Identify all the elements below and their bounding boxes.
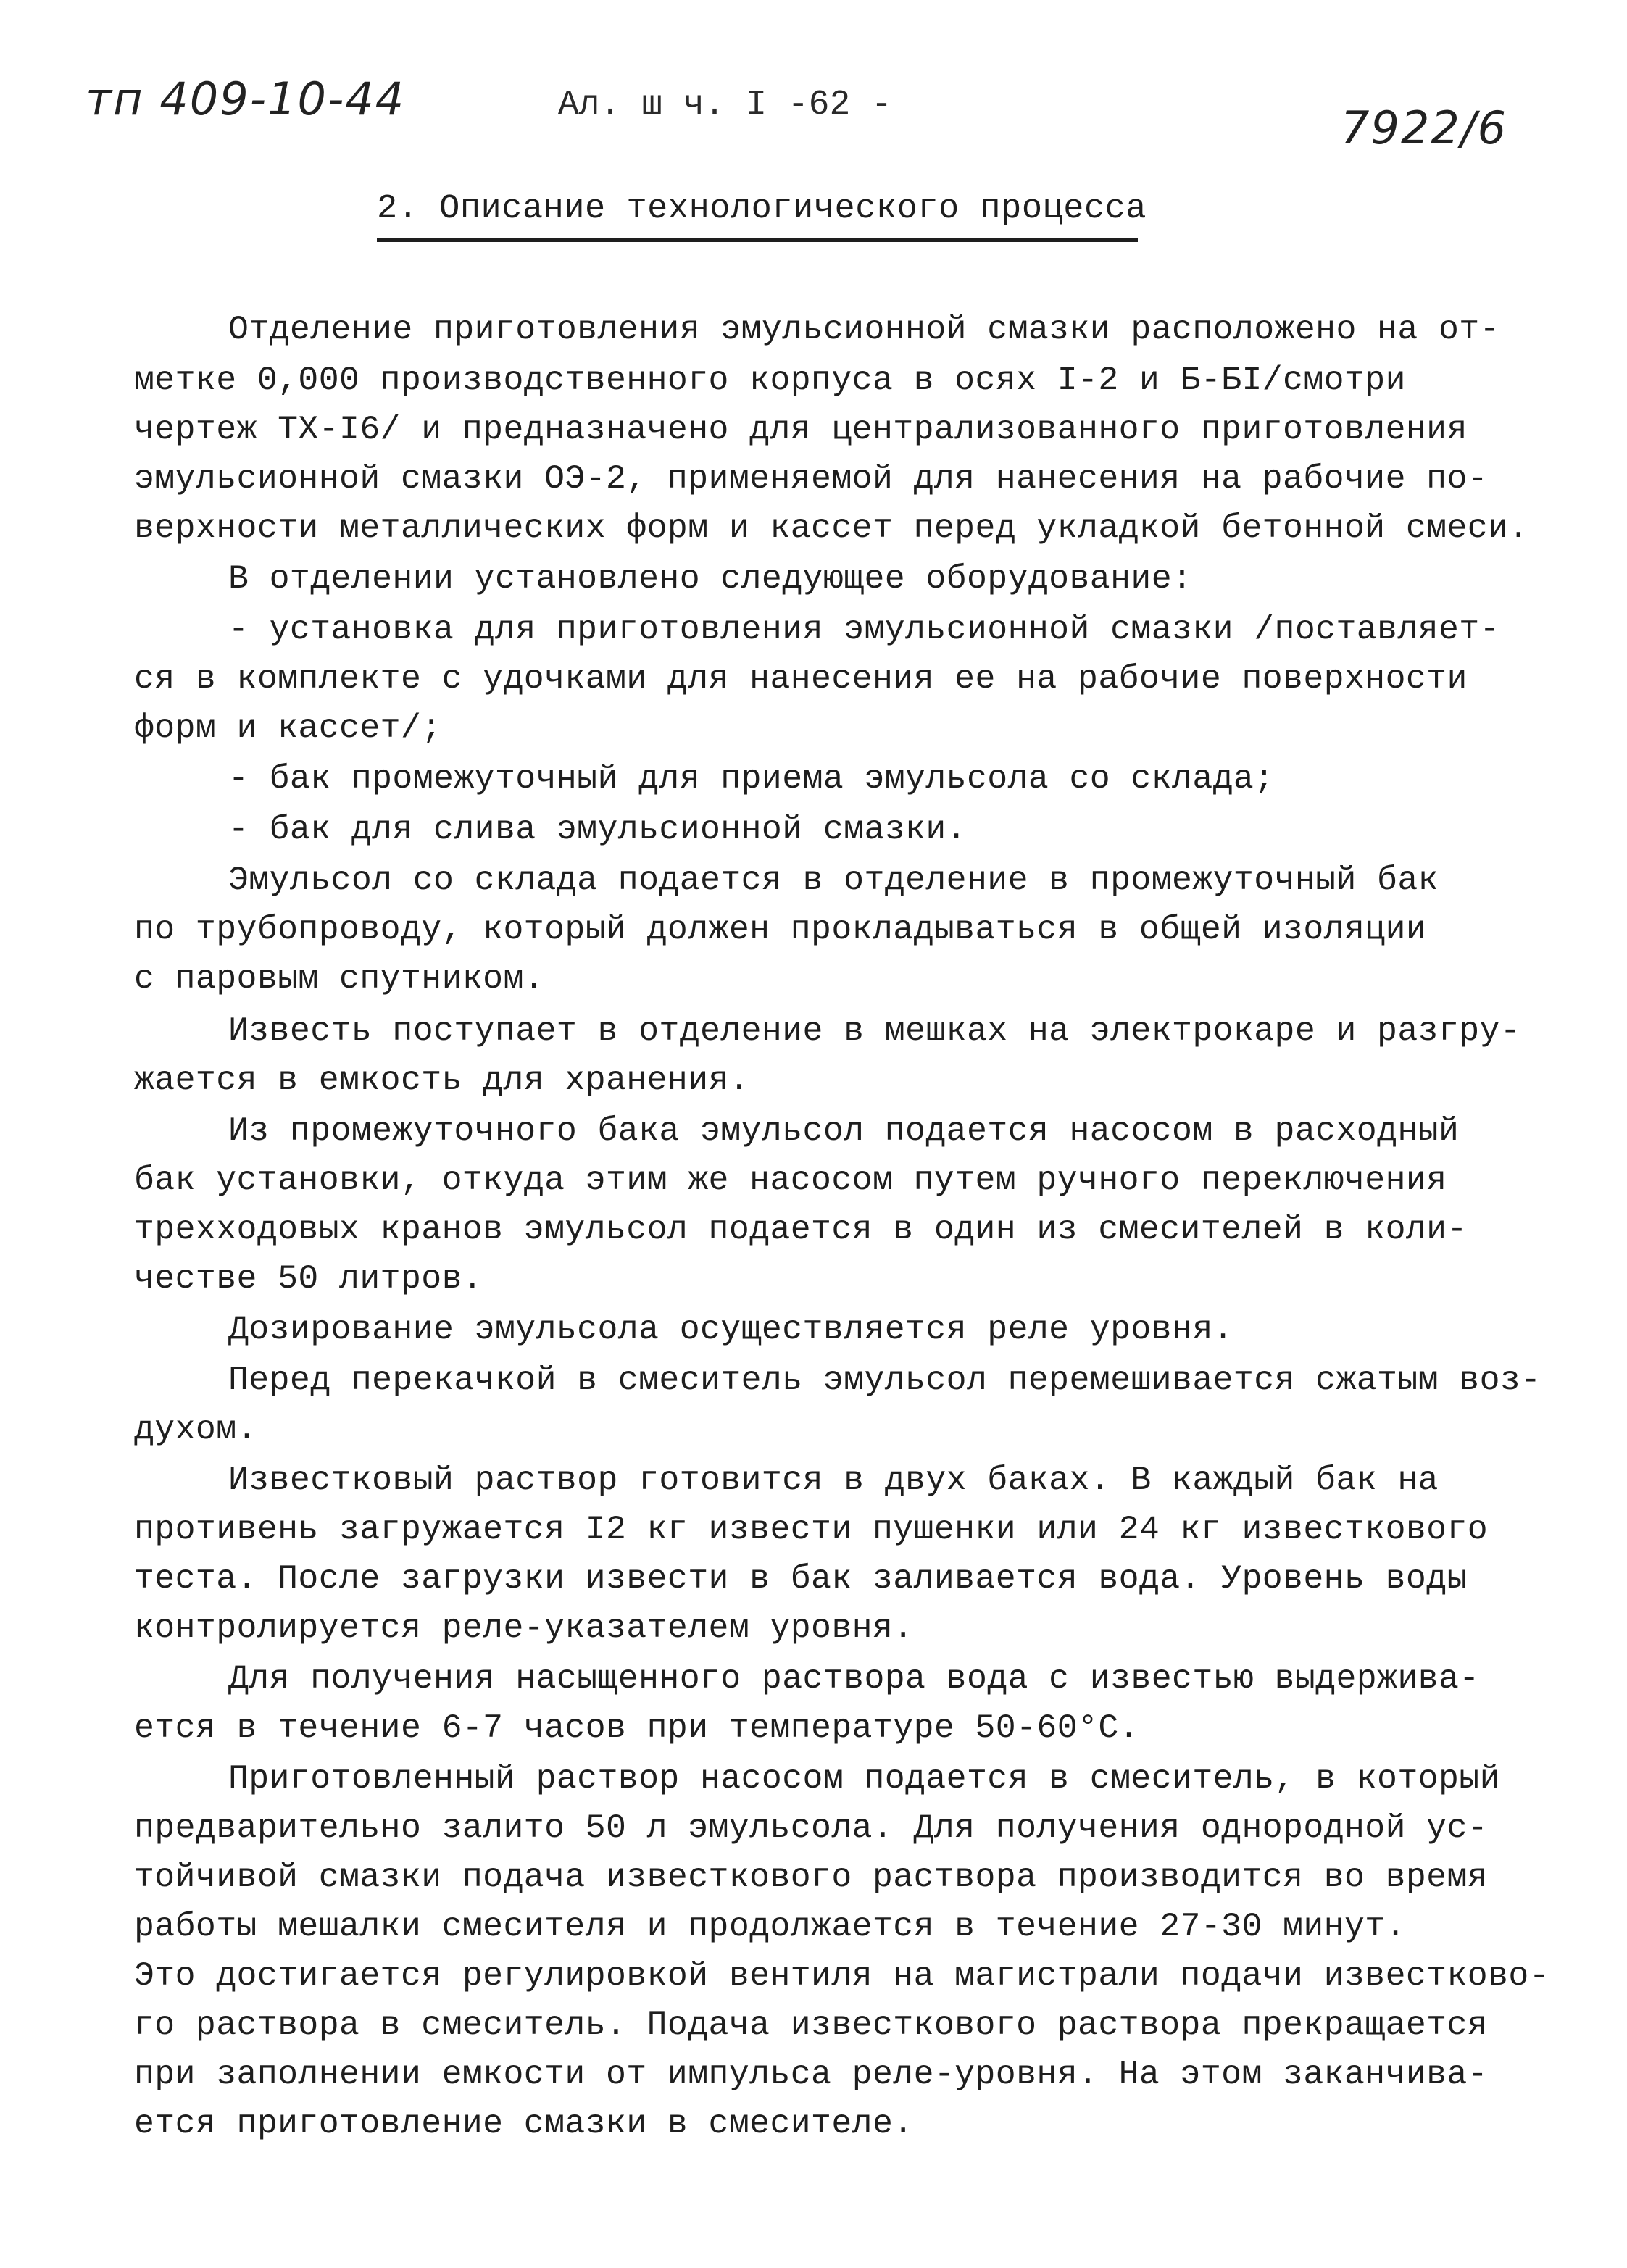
document-code: тп 409-10-44 — [86, 72, 406, 125]
text-line: - бак для слива эмульсионной смазки. — [228, 810, 967, 849]
text-line: Для получения насыщенного раствора вода с известью выдерживa- — [228, 1659, 1480, 1698]
text-line: ется приготовление смазки в смесителе. — [134, 2104, 914, 2143]
text-line: Известь поступает в отделение в мешках на электрокаре и разгру- — [228, 1012, 1521, 1050]
text-line: Перед перекачкой в смеситель эмульсол перемешивается сжатым воз- — [228, 1361, 1541, 1399]
text-line: Дозирование эмульсола осуществляется реле уровня. — [228, 1310, 1233, 1348]
text-line: Приготовленный раствор насосом подается в смеситель, в который — [228, 1759, 1500, 1798]
album-reference: Ал. ш ч. I -62 - — [558, 86, 892, 125]
text-line: предварительно залито 50 л эмульсола. Для получения однородной ус- — [134, 1809, 1489, 1847]
text-line: метке 0,000 производственного корпуса в осях I-2 и Б-БI/смотри — [134, 361, 1406, 399]
text-line: духом. — [134, 1410, 257, 1448]
text-line: жается в емкость для хранения. — [134, 1061, 750, 1099]
text-line: верхности металлических форм и кассет перед укладкой бетонной смеси. — [134, 509, 1529, 547]
text-line: Отделение приготовления эмульсионной смазки расположено на от- — [228, 310, 1500, 349]
text-line: - установка для приготовления эмульсионной смазки /поставляет- — [228, 610, 1500, 649]
text-line: контролируется реле-указателем уровня. — [134, 1609, 914, 1647]
text-line: при заполнении емкости от импульса реле-уровня. На этом заканчива- — [134, 2055, 1489, 2093]
text-line: бак установки, откуда этим же насосом путем ручного переключения — [134, 1161, 1447, 1199]
text-line: Известковый раствор готовится в двух баках. В каждый бак на — [228, 1461, 1439, 1499]
text-line: противень загружается I2 кг извести пушенки или 24 кг известкового — [134, 1510, 1489, 1548]
text-line: тойчивой смазки подача известкового раствора производится во время — [134, 1858, 1489, 1896]
text-line: теста. После загрузки извести в бак заливается вода. Уровень воды — [134, 1559, 1468, 1598]
text-line: форм и кассет/; — [134, 709, 442, 747]
text-line: с паровым спутником. — [134, 959, 545, 998]
text-line: Эмульсол со склада подается в отделение в промежуточный бак — [228, 861, 1439, 899]
text-line: Из промежуточного бака эмульсол подается насосом в расходный — [228, 1112, 1460, 1150]
sheet-number: 7922/6 — [1341, 101, 1508, 154]
text-line: трехходовых кранов эмульсол подается в один из смесителей в коли- — [134, 1210, 1468, 1248]
text-line: эмульсионной смазки ОЭ-2, применяемой для нанесения на рабочие по- — [134, 459, 1489, 498]
text-line: го раствора в смеситель. Подача известкового раствора прекращается — [134, 2006, 1489, 2044]
text-line: - бак промежуточный для приема эмульсола со склада; — [228, 759, 1275, 798]
text-line: по трубопроводу, который должен прокладываться в общей изоляции — [134, 910, 1427, 949]
text-line: ся в комплекте с удочками для нанесения ее на рабочие поверхности — [134, 659, 1468, 698]
text-line: честве 50 литров. — [134, 1259, 483, 1298]
text-line: работы мешалки смесителя и продолжается в течение 27-30 минут. — [134, 1907, 1406, 1946]
text-line: В отделении установлено следующее оборудование: — [228, 559, 1193, 598]
text-line: ется в течение 6-7 часов при температуре 50-60°C. — [134, 1709, 1139, 1747]
text-line: чертеж ТХ-I6/ и предназначено для централизованного приготовления — [134, 410, 1468, 449]
section-title: 2. Описание технологического процесса — [377, 190, 1138, 242]
text-line: Это достигается регулировкой вентиля на магистрали подачи известково- — [134, 1956, 1550, 1995]
